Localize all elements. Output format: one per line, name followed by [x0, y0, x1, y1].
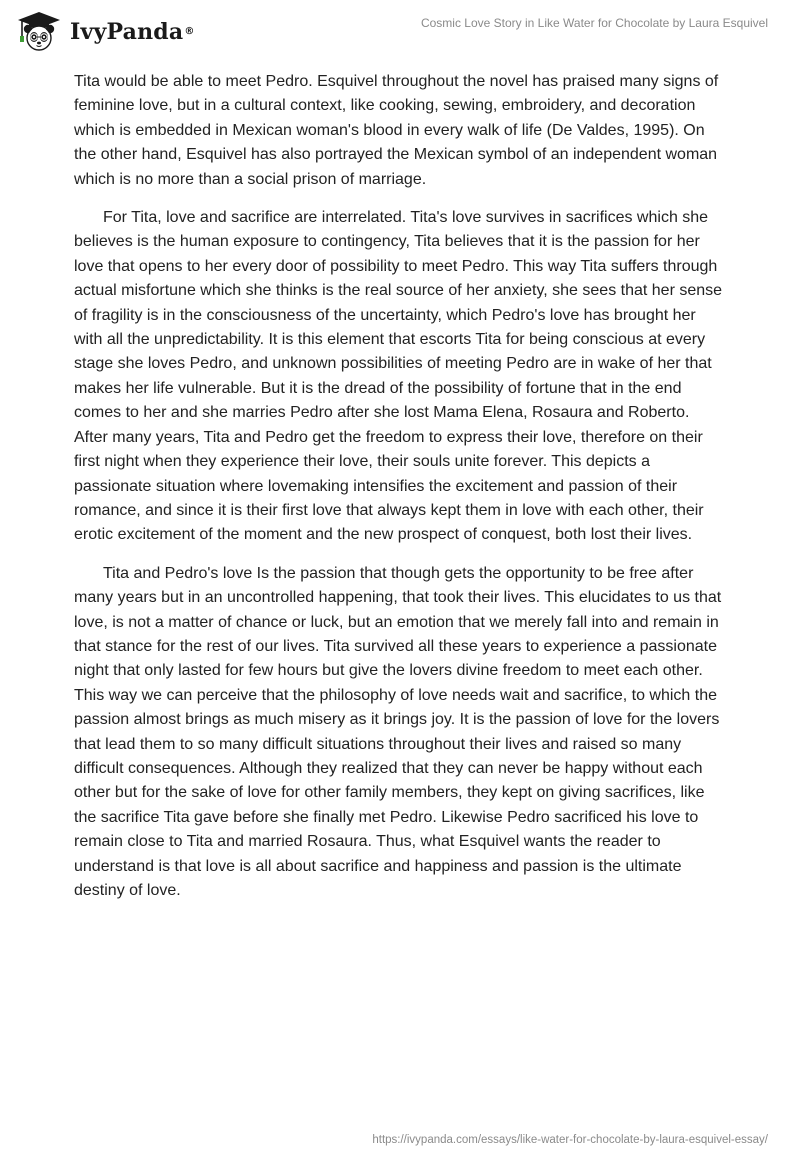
paragraph: Tita and Pedro's love Is the passion that though gets the opportunity to be free after many years but in an uncontrolled happening, that took their lives. This elucidates to us that love, is not a matter of chance or luck, but an emotion that we merely fall into and remain in that stance for the rest of our lives. Tita survived all these years to experience a passionate night that only lasted for few hours but give the lovers divine freedom to meet each other. This way we can perceive that the philosophy of love needs wait and sacrifice, to which the passion almost brings as much misery as it brings joy. It is the passion of love for the lovers that lead them to so many difficult situations throughout their lives and raised so many difficult consequences. Although they realized that they can never be happy without each other but for the sake of love for other family members, they kept on giving sacrifices, like the sacrifice Tita gave before she finally met Pedro. Likewise Pedro sacrificed his love to remain close to Tita and married Rosaura. Thus, what Esquivel wants the reader to understand is that love is all about sacrifice and happiness and passion is the ultimate destiny of love. [74, 564, 722, 899]
panda-graduate-icon [14, 10, 64, 52]
paragraph: For Tita, love and sacrifice are interrelated. Tita's love survives in sacrifices which she believes is the human exposure to contingency, Tita believes that it is the passion for her love that opens to her every door of possibility to meet Pedro. This way Tita suffers through actual misfortune which she thinks is the real source of her anxiety, she sees that her sense of fragility is in the consciousness of the uncertainty, which Pedro's love has brought her with all the unpredictability. It is this element that escorts Tita for being conscious at every stage she loves Pedro, and unknown possibilities of meeting Pedro are in wake of her that makes her life vulnerable. But it is the dread of the possibility of fortune that in the end comes to her and she marries Pedro after she lost Mama Elena, Rosaura and Roberto. After many years, Tita and Pedro get the freedom to express their love, therefore on their first night when they experience their love, their souls unite forever. This depicts a passionate situation where lovemaking intensifies the excitement and passion of their romance, and since it is their first love that always kept them in love with each other, their erotic excitement of the moment and the new prospect of conquest, both lost their lives. [74, 209, 723, 544]
essay-body [74, 70, 724, 917]
page-header [0, 0, 800, 60]
document-title: Cosmic Love Story in Like Water for Chocolate by Laura Esquivel [420, 16, 768, 30]
source-url[interactable]: https://ivypanda.com/essays/like-water-for-chocolate-by-laura-esquivel-essay/ [372, 1134, 768, 1146]
brand-name: IvyPanda® [70, 19, 195, 45]
registered-mark: ® [184, 25, 195, 37]
paragraph: Tita would be able to meet Pedro. Esquivel throughout the novel has praised many signs of feminine love, but in a cultural context, like cooking, sewing, embroidery, and decoration which is embedded in Mexican woman's blood in every walk of life (De Valdes, 1995). On the other hand, Esquivel has also portrayed the Mexican symbol of an independent woman which is no more than a social prison of marriage. [74, 73, 719, 188]
brand-logo[interactable] [14, 10, 195, 52]
